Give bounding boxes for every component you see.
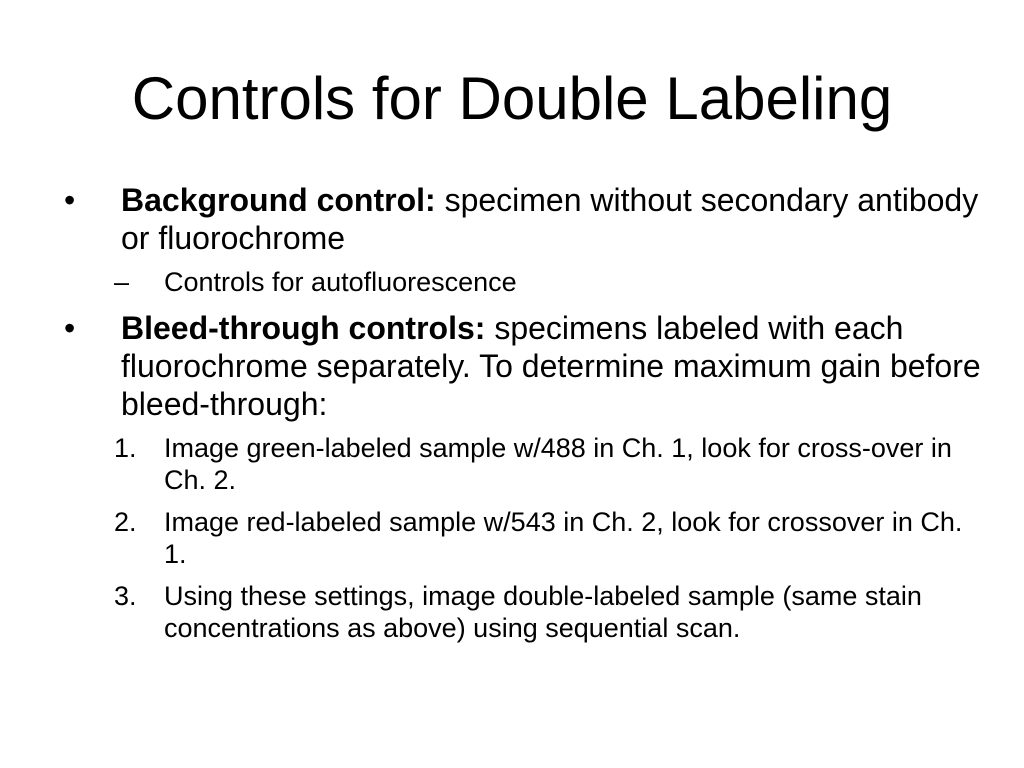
sub-item-text: Controls for autofluorescence: [164, 267, 517, 297]
numbered-item-1: [114, 432, 984, 496]
bullet-marker: •: [64, 182, 76, 218]
bullet-text: specimen without secondary antibody or fluorochrome: [121, 182, 979, 256]
bullet-lead: Bleed-through controls:: [121, 310, 486, 346]
numbered-item-marker: 1.: [114, 433, 137, 463]
sub-item-marker: –: [114, 267, 130, 297]
numbered-item-text: Image red-labeled sample w/543 in Ch. 2, look for crossover in Ch. 1.: [164, 507, 963, 569]
bullet-lead: Background control:: [121, 182, 436, 218]
bullet-marker: •: [64, 310, 76, 346]
numbered-item-text: Image green-labeled sample w/488 in Ch. 1, look for cross-over in Ch. 2.: [164, 433, 952, 495]
sub-item-autofluorescence: [114, 266, 984, 298]
numbered-item-marker: 3.: [114, 581, 137, 611]
numbered-item-marker: 2.: [114, 507, 137, 537]
slide-title: Controls for Double Labeling: [131, 65, 893, 132]
numbered-item-3: [114, 580, 984, 644]
bullet-bleed-through-controls: [64, 309, 991, 423]
numbered-item-2: [114, 506, 984, 570]
bullet-text: specimens labeled with each fluorochrome separately. To determine maximum gain before bleed-through:: [121, 310, 981, 422]
bullet-background-control: [64, 181, 991, 257]
numbered-item-text: Using these settings, image double-labeled sample (same stain concentrations as above) using sequential scan.: [164, 581, 922, 643]
